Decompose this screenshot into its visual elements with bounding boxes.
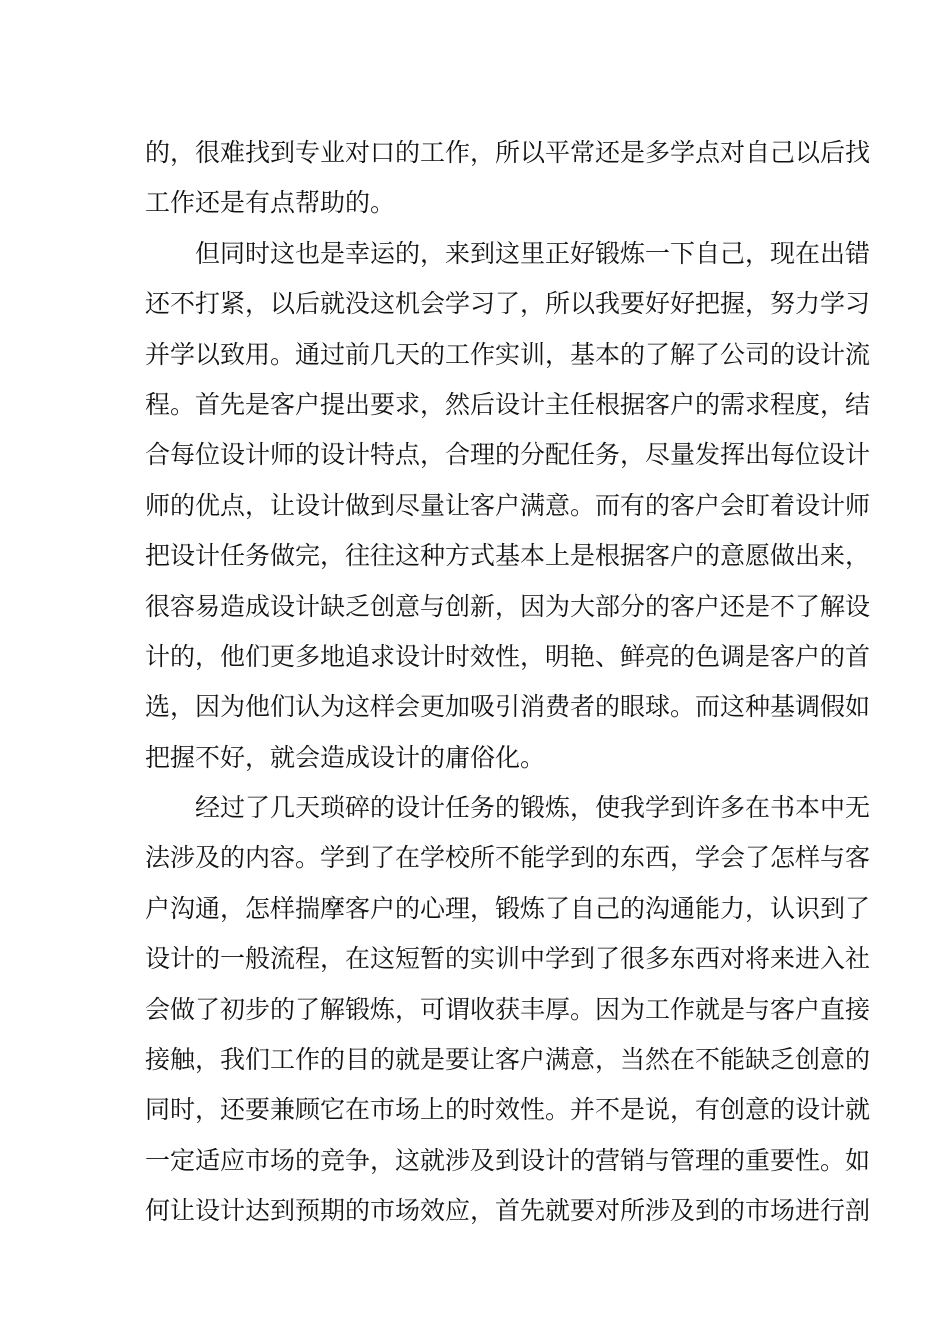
text-line: 合每位设计师的设计特点，合理的分配任务，尽量发挥出每位设计 (145, 440, 871, 470)
text-line: 户沟通，怎样揣摩客户的心理，锻炼了自己的沟通能力，认识到了 (145, 893, 871, 923)
text-line: 把握不好，就会造成设计的庸俗化。 (145, 742, 546, 772)
text-line: 把设计任务做完，往往这种方式基本上是根据客户的意愿做出来， (145, 541, 871, 571)
text-line: 并学以致用。通过前几天的工作实训，基本的了解了公司的设计流 (145, 339, 871, 369)
paragraph-3 (145, 783, 871, 1237)
text-line: 一定适应市场的竞争，这就涉及到设计的营销与管理的重要性。如 (145, 1145, 871, 1175)
text-line: 师的优点，让设计做到尽量让客户满意。而有的客户会盯着设计师 (145, 490, 871, 520)
text-line: 的，很难找到专业对口的工作，所以平常还是多学点对自己以后找 (145, 138, 871, 167)
paragraph-2 (145, 229, 871, 783)
text-line: 计的，他们更多地追求设计时效性，明艳、鲜亮的色调是客户的首 (145, 641, 871, 671)
text-line: 法涉及的内容。学到了在学校所不能学到的东西，学会了怎样与客 (145, 843, 871, 873)
text-line: 很容易造成设计缺乏创意与创新，因为大部分的客户还是不了解设 (145, 591, 871, 621)
paragraph-1 (145, 128, 871, 229)
text-line: 同时，还要兼顾它在市场上的时效性。并不是说，有创意的设计就 (145, 1095, 871, 1125)
text-line: 工作还是有点帮助的。 (145, 188, 396, 218)
text-line: 设计的一般流程，在这短暂的实训中学到了很多东西对将来进入社 (145, 944, 871, 974)
text-line: 还不打紧，以后就没这机会学习了，所以我要好好把握，努力学习 (145, 289, 871, 319)
text-line: 接触，我们工作的目的就是要让客户满意，当然在不能缺乏创意的 (145, 1045, 871, 1075)
text-line: 但同时这也是幸运的，来到这里正好锻炼一下自己，现在出错 (195, 238, 871, 268)
text-line: 选，因为他们认为这样会更加吸引消费者的眼球。而这种基调假如 (145, 692, 871, 722)
text-line: 经过了几天琐碎的设计任务的锻炼，使我学到许多在书本中无 (195, 793, 871, 823)
text-line: 何让设计达到预期的市场效应，首先就要对所涉及到的市场进行剖 (145, 1196, 871, 1226)
text-line: 会做了初步的了解锻炼，可谓收获丰厚。因为工作就是与客户直接 (145, 994, 871, 1024)
text-line: 程。首先是客户提出要求，然后设计主任根据客户的需求程度，结 (145, 389, 871, 419)
document-body (145, 128, 871, 1237)
